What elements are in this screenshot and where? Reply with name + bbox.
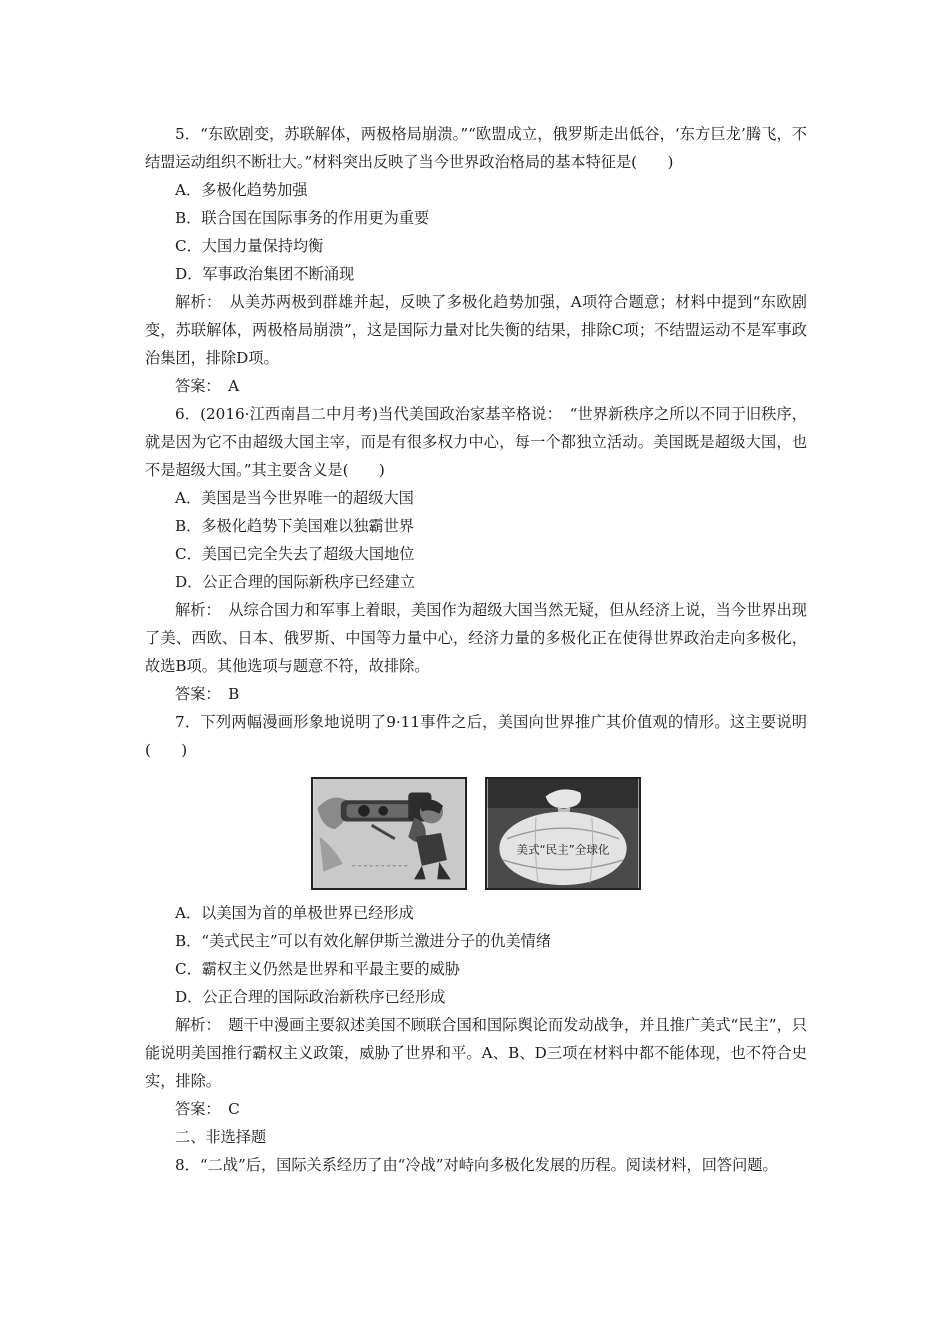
- question-6-stem: 6．(2016·江西南昌二中月考)当代美国政治家基辛格说： “世界新秩序之所以不同于旧秩序，就是因为它不由超级大国主宰，而是有很多权力中心，每一个都独立活动。美国既是超级大国，也不是超级大国。”其主要含义是( ): [145, 405, 807, 479]
- question-6-option-b: B．多极化趋势下美国难以独霸世界: [175, 517, 414, 535]
- question-7-option-a: A．以美国为首的单极世界已经形成: [175, 904, 414, 922]
- cartoon-sack-caption: 美式“民主”全球化: [516, 842, 610, 857]
- question-6-option-a: A．美国是当今世界唯一的超级大国: [175, 489, 414, 507]
- question-7-option-b: B．“美式民主”可以有效化解伊斯兰激进分子的仇美情绪: [175, 932, 552, 950]
- document-page: [145, 120, 807, 1179]
- question-6-option-d: D．公正合理的国际新秩序已经建立: [175, 573, 415, 591]
- cartoon-gun-image: [311, 777, 467, 890]
- question-6-answer: 答案： B: [175, 685, 240, 703]
- question-5-option-b: B．联合国在国际事务的作用更为重要: [175, 209, 430, 227]
- section-heading-non-choice: 二、非选择题: [175, 1128, 267, 1146]
- question-5-option-d: D．军事政治集团不断涌现: [175, 265, 355, 283]
- question-6-option-c: C．美国已完全失去了超级大国地位: [175, 545, 415, 563]
- cartoon-gun-illustration: [313, 779, 465, 888]
- question-7-option-d: D．公正合理的国际政治新秩序已经形成: [175, 988, 446, 1006]
- question-8-stem: 8．“二战”后，国际关系经历了由“冷战”对峙向多极化发展的历程。阅读材料，回答问题。: [175, 1156, 778, 1174]
- question-5-answer: 答案： A: [175, 377, 240, 395]
- question-7-stem: 7．下列两幅漫画形象地说明了9·11事件之后，美国向世界推广其价值观的情形。这主要说明( ): [145, 713, 807, 759]
- cartoon-sack-image: [485, 777, 641, 890]
- question-5-option-a: A．多极化趋势加强: [175, 181, 308, 199]
- question-7-option-c: C．霸权主义仍然是世界和平最主要的威胁: [175, 960, 460, 978]
- question-7-answer: 答案： C: [175, 1100, 240, 1118]
- question-5-stem: 5．“东欧剧变，苏联解体，两极格局崩溃。”“欧盟成立，俄罗斯走出低谷，‘东方巨龙’腾飞，不结盟运动组织不断壮大。”材料突出反映了当今世界政治格局的基本特征是( ): [145, 125, 807, 171]
- cartoon-sack-illustration: [487, 779, 639, 888]
- question-7-analysis: 解析： 题干中漫画主要叙述美国不顾联合国和国际舆论而发动战争，并且推广美式“民主”，只能说明美国推行霸权主义政策，威胁了世界和平。A、B、D三项在材料中都不能体现，也不符合史实，排除。: [145, 1016, 807, 1090]
- question-5-analysis: 解析： 从美苏两极到群雄并起，反映了多极化趋势加强，A项符合题意；材料中提到“东欧剧变，苏联解体，两极格局崩溃”，这是国际力量对比失衡的结果，排除C项；不结盟运动不是军事政治集团，排除D项。: [145, 293, 807, 367]
- question-5-option-c: C．大国力量保持均衡: [175, 237, 324, 255]
- question-6-analysis: 解析： 从综合国力和军事上着眼，美国作为超级大国当然无疑，但从经济上说，当今世界出现了美、西欧、日本、俄罗斯、中国等力量中心，经济力量的多极化正在使得世界政治走向多极化，故选B项。其他选项与题意不符，故排除。: [145, 601, 807, 675]
- cartoon-figures: [145, 777, 807, 890]
